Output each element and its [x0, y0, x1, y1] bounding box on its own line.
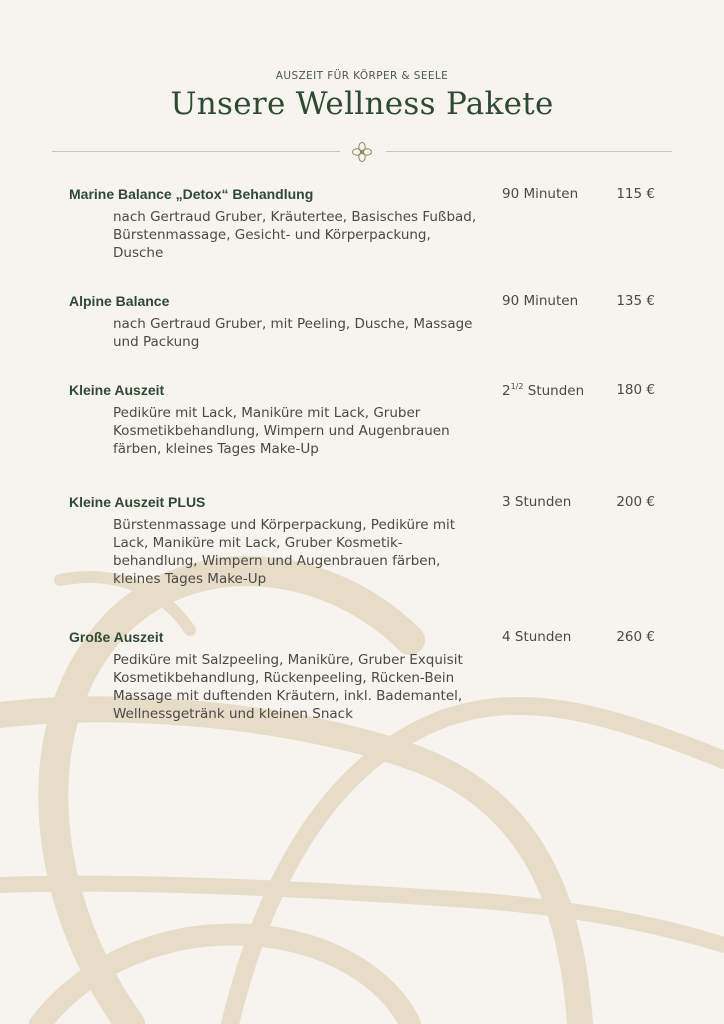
package-item — [69, 494, 659, 588]
package-description: Pediküre mit Salzpeeling, Maniküre, Gruber Exquisit Kosmetikbehandlung, Rückenpeeling, Rücken-Bein Massage mit duftenden Kräutern, inkl. Bademantel, Wellnessgetränk und kleinen Snack — [113, 652, 463, 722]
package-name: Kleine Auszeit PLUS — [69, 494, 206, 510]
duration-number: 2 — [502, 383, 511, 399]
package-item — [69, 629, 659, 723]
package-price: 200 € — [616, 494, 655, 510]
divider-right — [386, 151, 672, 152]
package-item — [69, 293, 659, 351]
package-price: 135 € — [616, 293, 655, 309]
package-description: nach Gertraud Gruber, Kräutertee, Basisches Fußbad, Bürstenmassage, Gesicht- und Körperpackung, Dusche — [113, 209, 477, 261]
eyebrow-text: AUSZEIT FÜR KÖRPER & SEELE — [275, 70, 449, 82]
package-description: Bürstenmassage und Körperpackung, Pediküre mit Lack, Maniküre mit Lack, Gruber Kosmetik-behandlung, Wimpern und Augenbrauen färben, kleines Tages Make-Up — [113, 517, 456, 587]
package-price: 260 € — [616, 629, 655, 645]
package-item — [69, 382, 659, 458]
page-title: Unsere Wellness Pakete — [170, 86, 554, 122]
divider-left — [52, 151, 340, 152]
package-name: Kleine Auszeit — [69, 382, 165, 398]
package-duration: 3 Stunden — [502, 494, 572, 510]
package-name: Große Auszeit — [69, 629, 164, 645]
package-description: nach Gertraud Gruber, mit Peeling, Dusche, Massage und Packung — [113, 316, 473, 350]
flower-icon — [350, 140, 374, 164]
package-duration: 90 Minuten — [502, 186, 579, 202]
package-duration: 90 Minuten — [502, 293, 579, 309]
package-name: Alpine Balance — [69, 293, 170, 309]
package-item — [69, 186, 659, 262]
header — [0, 70, 724, 122]
package-name: Marine Balance „Detox“ Behandlung — [69, 186, 314, 202]
package-price: 115 € — [616, 186, 655, 202]
duration-unit: Stunden — [527, 383, 585, 399]
package-duration — [502, 382, 584, 399]
duration-fraction: 1/2 — [510, 382, 524, 391]
package-price: 180 € — [616, 382, 655, 398]
package-description: Pediküre mit Lack, Maniküre mit Lack, Gruber Kosmetikbehandlung, Wimpern und Augenbrauen färben, kleines Tages Make-Up — [113, 405, 450, 457]
package-duration: 4 Stunden — [502, 629, 572, 645]
